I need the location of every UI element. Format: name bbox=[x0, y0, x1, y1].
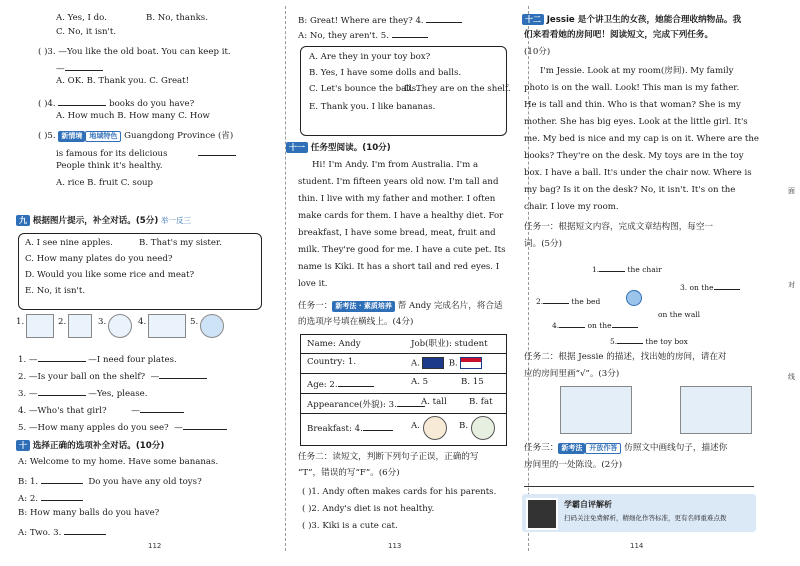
q3-stem: ( )3. —You like the old boat. You can keep it. bbox=[38, 47, 231, 57]
room-option-1-image[interactable] bbox=[560, 386, 632, 434]
name-card: Name: Andy Job(职业): student Country: 1. A. B. Age: 2. A. 5 B. 15 Appearance(外貌): 3. A. tall B. fat Breakfast: 4. A. B. bbox=[300, 334, 507, 446]
binding-mark: 对 bbox=[788, 281, 795, 289]
uk-flag-icon bbox=[460, 357, 482, 369]
answer-line[interactable] bbox=[524, 486, 754, 487]
column-divider bbox=[285, 6, 286, 551]
page-number: 114 bbox=[630, 542, 644, 550]
dialog-1: 1. — —I need four plates. bbox=[18, 352, 177, 367]
dialog-3: 3. — —Yes, please. bbox=[18, 386, 147, 401]
section-10-heading: 十 选择正确的选项补全对话。(10分) bbox=[16, 440, 164, 453]
qr-code-icon[interactable] bbox=[526, 498, 558, 530]
binding-mark: 面 bbox=[788, 187, 795, 195]
section-12-heading: 十二 Jessie 是个讲卫生的女孩，她能合理收纳物品。我 bbox=[522, 14, 741, 27]
shelf-picture bbox=[68, 314, 92, 338]
task-1-heading: 任务一： 新考法 · 素质培养 帮 Andy 完成名片，将合适 bbox=[298, 301, 503, 311]
section-9-heading: 九 根据图片提示，补全对话。(5分) 举一反三 bbox=[16, 215, 191, 228]
tf-3: ( )3. Kiki is a cute cat. bbox=[302, 521, 398, 531]
family-picture bbox=[148, 314, 186, 338]
page-number: 112 bbox=[148, 542, 162, 550]
australia-flag-icon bbox=[422, 357, 444, 369]
binding-mark: 线 bbox=[788, 373, 795, 381]
dialog-5: 5. —How many apples do you see? — bbox=[18, 420, 227, 435]
dialog-2: 2. —Is your ball on the shelf? — bbox=[18, 369, 207, 384]
breakfast-a-icon bbox=[423, 416, 447, 440]
breakfast-b-icon bbox=[471, 416, 495, 440]
options-box: A. Are they in your toy box? B. Yes, I have some dolls and balls. C. Let's bounce the balls. D. They are on the shelf. E. Thank you. I like bananas. bbox=[300, 46, 507, 136]
tf-2: ( )2. Andy's diet is not healthy. bbox=[302, 504, 435, 514]
options-box: A. I see nine apples. B. That's my sister. C. How many plates do you need? D. Would you like some rice and meat? E. No, it isn't. bbox=[18, 233, 262, 310]
structure-map: 1. the chair 3. on the 2. the bed on the wall 4. on the 5. the toy box bbox=[540, 258, 772, 348]
page-113: B: Great! Where are they? 4. A: No, they aren't. 5. A. Are they in your toy box? B. Yes, I have some dolls and balls. C. Let's bounce the balls. D. They are on the shelf. E. Thank you. I like bananas. 十一 任务型阅读。(10分) Hi! I'm Andy. I'm from Australia. I'm a student. I'm fifteen years old now. I'm tall and thin. I live with my father and mother. I often make cards for them. I have a healthy diet. For breakfast, I have some bread, meat, fruit and milk. They're good for me. I have a cute pet. Its name is Kiki. It has a short tail and red eyes. I love it. 任务一： 新考法 · 素质培养 帮 Andy 完成名片，将合适 的选项序号填在横线上。(4分) Name: Andy Job(职业): student Country: 1. A. B. Age: 2. A. 5 B. 15 Appearance(外貌): 3. A. tall B. fat Breakfast: 4. A. B. 任务二：读短文，判断下列句子正误，正确的写 “T”，错误的写“F”。(6分) ( )1. Andy often makes cards for his parents. ( )2. Andy's diet is not healthy. ( )3. Kiki is a cute cat. 113 bbox=[298, 0, 516, 566]
page-number: 113 bbox=[388, 542, 402, 550]
section-11-heading: 十一 任务型阅读。(10分) bbox=[286, 142, 391, 155]
page-114: 十二 Jessie 是个讲卫生的女孩，她能合理收纳物品。我 们来看看她的房间吧！阅读短文，完成下列任务。 (10分) I'm Jessie. Look at my room(房间). My family photo is on the wall. Look! This man is my father. He is tall and thin. Who is that woman? She is my mother. She has big eyes. Look at the little girl. It's me. My bed is nice and my cap is on it. Where are the books? They're on the desk. My toys are in the toy box. I have a ball. It's under the chair now. Where is my bag? Is it on the desk? No, it isn't. It's on the chair. I love my room. 任务一：根据短文内容，完成文章结构图，每空一 词。(5分) 1. the chair 3. on the 2. the bed on the wall 4. on the 5. the toy box 任务二：根据 Jessie 的描述，找出她的房间，请在对 应的房间里画“√”。(3分) 任务三： 新考法 开放作答 仿照文中画线句子，描述你 房间里的一处陈设。(2分) 学霸自评解析 扫码关注免费解析，精细化作答标准，更有名师重难点拨 114 bbox=[540, 0, 772, 566]
q3-answer-line: — bbox=[56, 61, 103, 76]
q5-stem: ( )5. 新情境 地域特色 Guangdong Province (省) bbox=[38, 131, 234, 141]
plates-picture bbox=[26, 314, 54, 338]
center-node-icon bbox=[626, 290, 642, 306]
apple-tree-picture bbox=[200, 314, 224, 338]
footer-banner: 学霸自评解析 扫码关注免费解析，精细化作答标准，更有名师重难点拨 bbox=[522, 494, 756, 532]
q2-options: A. Yes, I do. B. No, thanks. bbox=[56, 13, 208, 23]
rice-meat-picture bbox=[108, 314, 132, 338]
room-option-2-image[interactable] bbox=[680, 386, 752, 434]
tf-1: ( )1. Andy often makes cards for his parents. bbox=[302, 487, 497, 497]
flag-options: A. B. bbox=[411, 357, 484, 370]
q4-stem: ( )4. books do you have? bbox=[38, 96, 194, 111]
page-112: A. Yes, I do. B. No, thanks. C. No, it isn't. ( )3. —You like the old boat. You can keep it. — A. OK. B. Thank you. C. Great! ( )4. books do you have? A. How much B. How many C. How ( )5. 新情境 地域特色 Guangdong Province (省) is famous for its delicious People think it's healthy. A. rice B. fruit C. soup 九 根据图片提示，补全对话。(5分) 举一反三 A. I see nine apples. B. That's my sister. C. How many plates do you need? D. Would you like some rice and meat? E. No, it isn't. 1. 2. 3. 4. 5. 1. — —I need four plates. 2. —Is your ball on the shelf? — 3. — —Yes, please. 4. —Who's that girl? — 5. —How many apples do you see? — 十 选择正确的选项补全对话。(10分) A: Welcome to my home. Have some bananas. B: 1. Do you have any old toys? A: 2. B: How many balls do you have? A: Two. 3. 112 bbox=[38, 0, 273, 566]
dialog-4: 4. —Who's that girl? — bbox=[18, 403, 184, 418]
